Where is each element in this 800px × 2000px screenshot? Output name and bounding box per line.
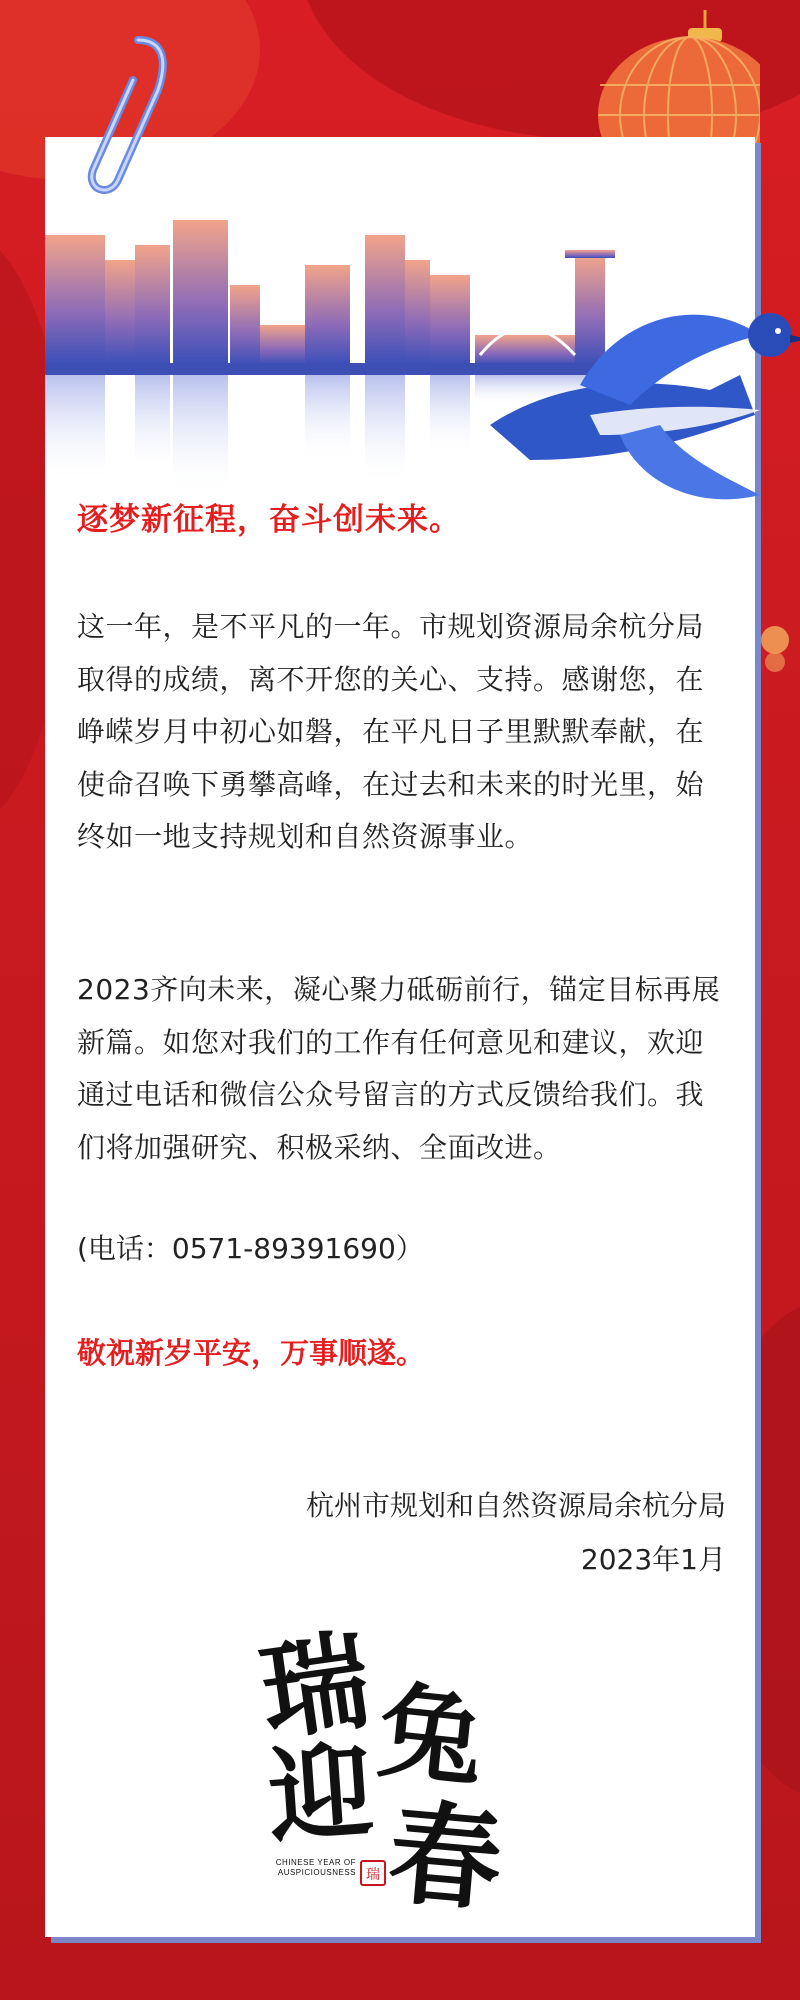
calligraphy-logo <box>253 1600 540 1928</box>
seal-stamp-icon: 瑞 <box>360 1860 386 1886</box>
headline: 逐梦新征程，奋斗创未来。 <box>77 502 461 538</box>
calligraphy-char: 迎 <box>264 1728 377 1859</box>
flower-decoration-icon <box>755 620 795 680</box>
paperclip-icon <box>78 30 178 200</box>
paragraph-thanks: 这一年，是不平凡的一年。市规划资源局余杭分局取得的成绩，离不开您的关心、支持。感谢您，在峥嵘岁月中初心如磐，在平凡日子里默默奉献，在使命召唤下勇攀高峰，在过去和未来的时光里，始终如一地支持规划和自然资源事业。 <box>77 610 705 853</box>
calligraphy-char: 春 <box>383 1787 507 1928</box>
signature-org: 杭州市规划和自然资源局余杭分局 <box>305 1489 726 1522</box>
calligraphy-english: CHINESE YEAR OF AUSPICIOUSNESS <box>275 1858 356 1877</box>
closing-wish: 敬祝新岁平安，万事顺遂。 <box>77 1336 426 1370</box>
magpie-bird-icon <box>470 295 800 515</box>
phone-line: (电话：0571-89391690） <box>77 1232 424 1265</box>
paragraph-future: 2023齐向未来，凝心聚力砥砺前行，锚定目标再展新篇。如您对我们的工作有任何意见和建议，欢迎通过电话和微信公众号留言的方式反馈给我们。我们将加强研究、积极采纳、全面改进。 <box>77 973 721 1164</box>
signature-date: 2023年1月 <box>580 1543 726 1576</box>
calligraphy-char: 兔 <box>372 1668 490 1803</box>
calligraphy-char: 瑞 <box>253 1617 378 1757</box>
